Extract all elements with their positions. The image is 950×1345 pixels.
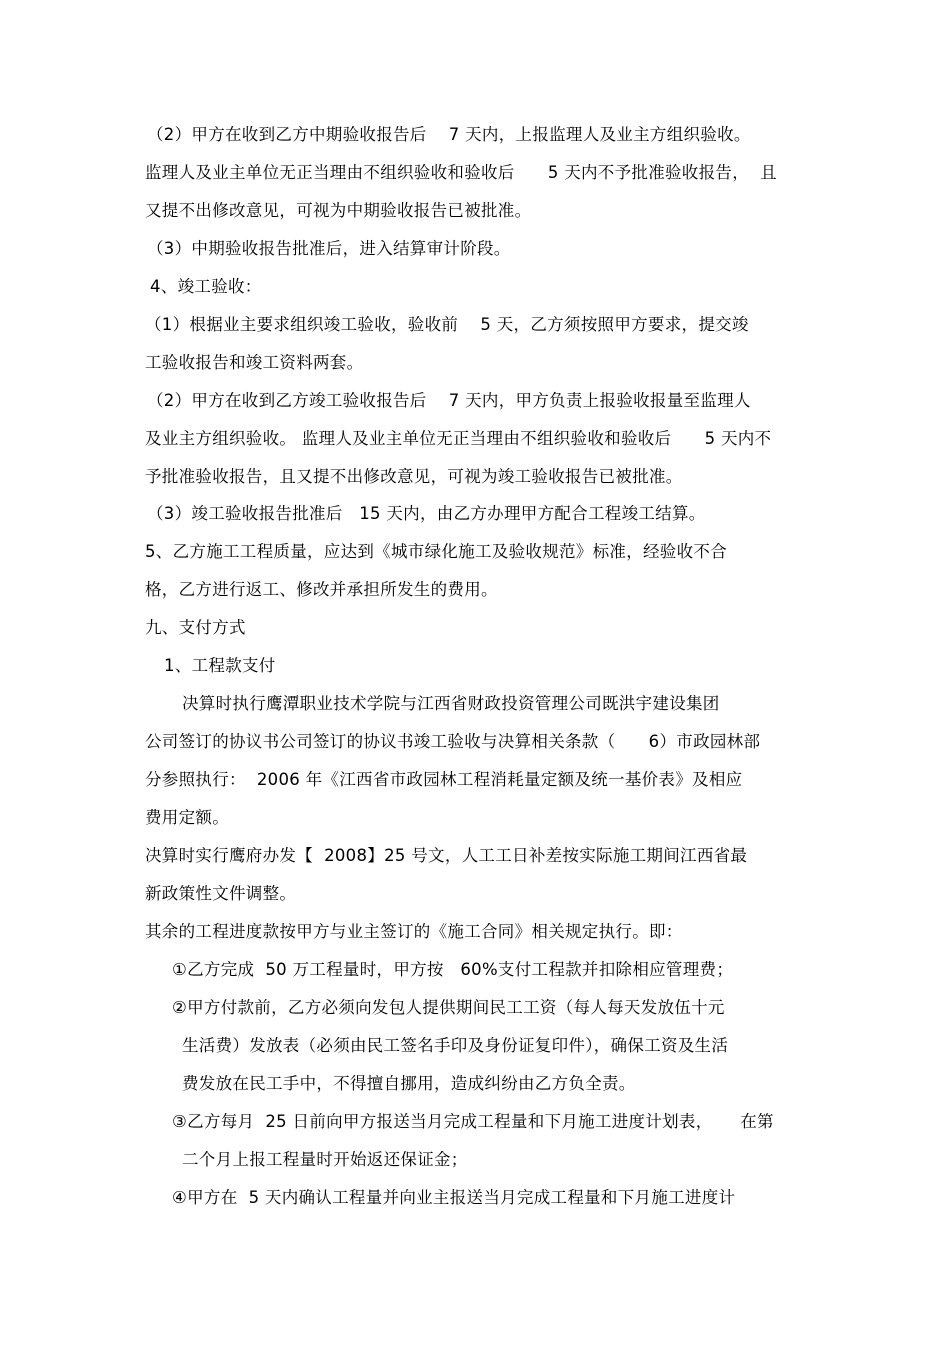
subsection-heading: 1、工程款支付 [164,656,276,675]
paragraph-line: （2）甲方在收到乙方中期验收报告后 7 天内，上报监理人及业主方组织验收。 [147,125,751,144]
paragraph-line: 决算时执行鹰潭职业技术学院与江西省财政投资管理公司既洪宇建设集团 [182,694,720,713]
list-item: ④甲方在 5 天内确认工程量并向业主报送当月完成工程量和下月施工进度计 [172,1188,736,1207]
paragraph-line: 工验收报告和竣工资料两套。 [145,353,364,372]
paragraph-line: （3）中期验收报告批准后，进入结算审计阶段。 [147,239,511,258]
paragraph-line: 决算时实行鹰府办发【 2008】25 号文，人工工日补差按实际施工期间江西省最 [145,846,748,865]
paragraph-line: 监理人及业主单位无正当理由不组织验收和验收后 5 天内不予批准验收报告， 且 [145,163,777,182]
paragraph-line: 公司签订的协议书公司签订的协议书竣工验收与决算相关条款（ 6）市政园林部 [145,732,761,751]
paragraph-line: （3）竣工验收报告批准后 15 天内，由乙方办理甲方配合工程竣工结算。 [147,504,706,523]
list-item-continuation: 费发放在民工手中，不得擅自挪用，造成纠纷由乙方负全责。 [182,1074,636,1093]
paragraph-line: 费用定额。 [145,808,229,827]
paragraph-line: 及业主方组织验收。 监理人及业主单位无正当理由不组织验收和验收后 5 天内不 [145,429,772,448]
list-item-continuation: 生活费）发放表（必须由民工签名手印及身份证复印件），确保工资及生活 [182,1036,729,1055]
paragraph-line: 其余的工程进度款按甲方与业主签订的《施工合同》相关规定执行。即： [145,922,683,941]
section-heading: 九、支付方式 [145,618,246,637]
paragraph-line: 分参照执行： 2006 年《江西省市政园林工程消耗量定额及统一基价表》及相应 [145,770,743,789]
paragraph-line: 格，乙方进行返工、修改并承担所发生的费用。 [145,580,498,599]
paragraph-line: 新政策性文件调整。 [145,884,297,903]
paragraph-line: （1）根据业主要求组织竣工验收，验收前 5 天，乙方须按照甲方要求，提交竣 [145,315,749,334]
paragraph-line: 5、乙方施工工程质量，应达到《城市绿化施工及验收规范》标准，经验收不合 [145,542,727,561]
paragraph-line: 予批准验收报告，且又提不出修改意见，可视为竣工验收报告已被批准。 [145,467,683,486]
paragraph-line: 又提不出修改意见，可视为中期验收报告已被批准。 [145,201,532,220]
section-heading: 4、竣工验收： [150,277,262,296]
list-item: ①乙方完成 50 万工程量时，甲方按 60%支付工程款并扣除相应管理费； [172,960,734,979]
list-item: ③乙方每月 25 日前向甲方报送当月完成工程量和下月施工进度计划表， 在第 [172,1112,774,1131]
list-item: ②甲方付款前，乙方必须向发包人提供期间民工工资（每人每天发放伍十元 [172,998,725,1017]
list-item-continuation: 二个月上报工程量时开始返还保证金； [182,1150,468,1169]
paragraph-line: （2）甲方在收到乙方竣工验收报告后 7 天内，甲方负责上报验收报量至监理人 [147,391,751,410]
